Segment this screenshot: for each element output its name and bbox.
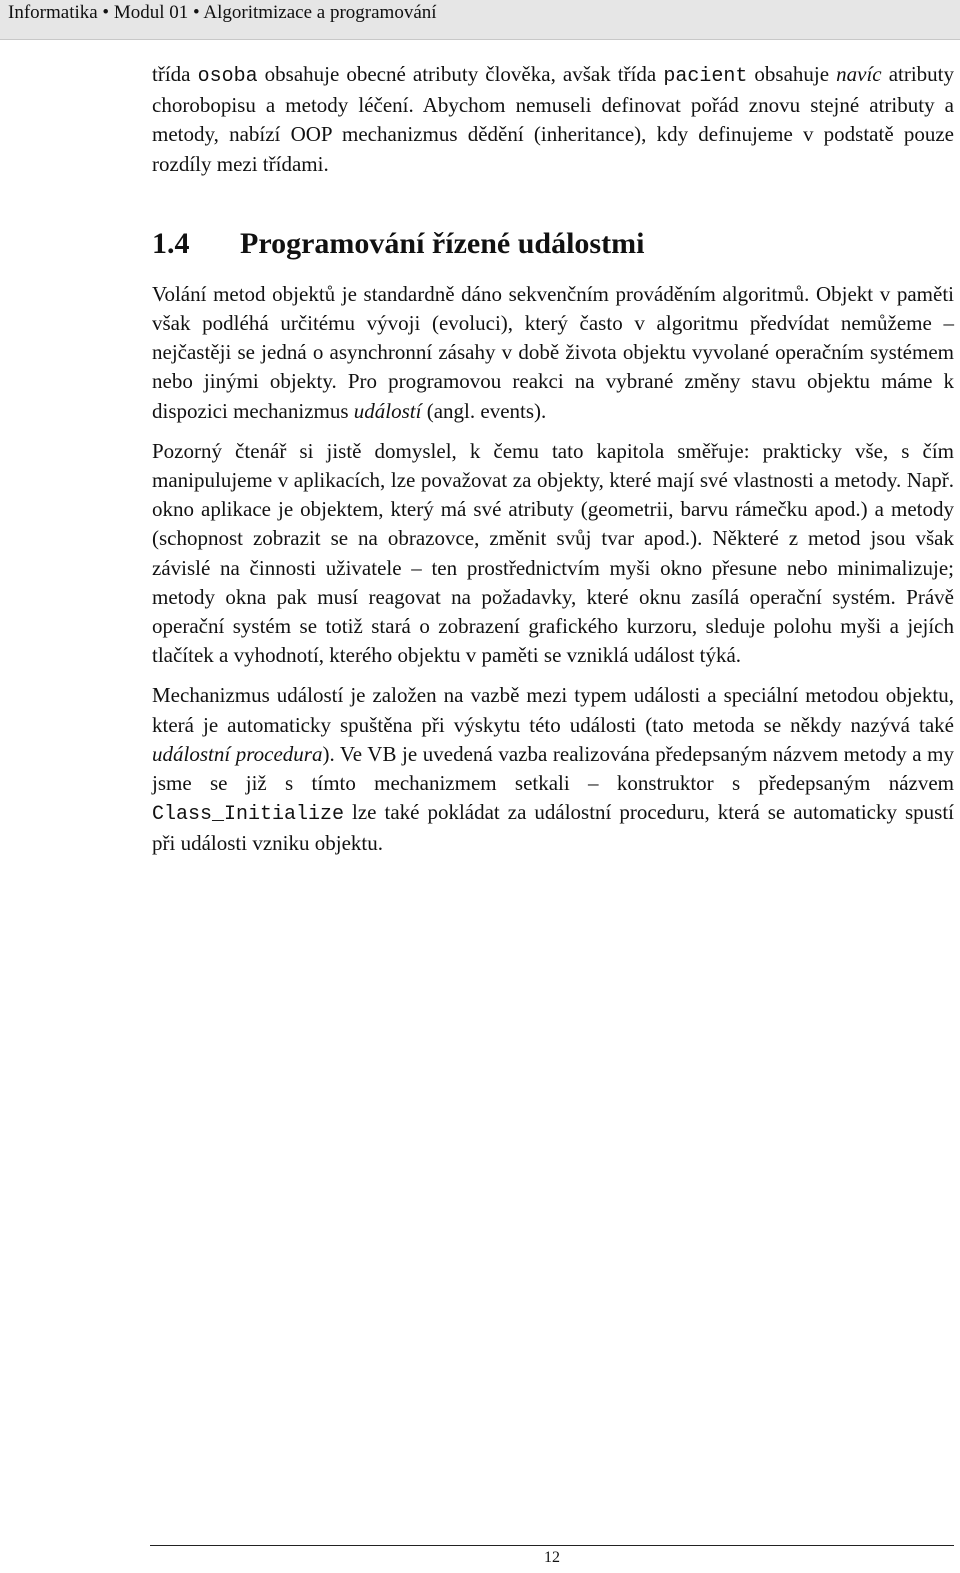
page-content xyxy=(152,60,954,870)
footer-divider xyxy=(150,1545,954,1546)
paragraph-events-intro xyxy=(152,280,954,426)
running-header xyxy=(0,0,960,40)
paragraph-inheritance xyxy=(152,60,954,179)
paragraph-objects-everywhere xyxy=(152,437,954,671)
text-run: Volání metod objektů je standardně dáno sekvenčním prováděním algoritmů. Objekt v paměti však podléhá určitému vývoji (evoluci), který často v algoritmu předvídat nemůžeme – nejčastěji se jedná o asynchronní zásahy v době života objektu vyvolané operačním systémem nebo jinými objekty. Pro programovou reakci na vybrané změny stavu objektu máme k dispozici mechanizmus xyxy=(152,281,954,423)
section-heading xyxy=(152,226,954,262)
code-pacient: pacient xyxy=(663,65,748,88)
emphasis-udalosti: událostí xyxy=(353,398,422,423)
text-run: třída xyxy=(152,62,198,86)
section-number: 1.4 xyxy=(152,226,190,260)
code-class-initialize: Class_Initialize xyxy=(152,803,345,827)
text-run: (angl. events). xyxy=(421,398,547,423)
section-title: Programování řízené událostmi xyxy=(240,226,645,260)
text-run: lze také pokládat za událostní proceduru, která se automaticky spustí při události vzniku objektu. xyxy=(152,800,954,856)
text-run: Pozorný čtenář si jistě domyslel, k čemu tato kapitola směřuje: prakticky vše, s čím manipulujeme v aplikacích, lze považovat za objekty, které mají své vlastnosti a metody. Např. okno aplikace je objektem, který má své atributy (geometrii, barvu rámečku apod.) a metody (schopnost zobrazit se na obrazovce, změnit svůj tvar apod.). Některé z metod jsou však závislé na činnosti uživatele – ten prostřednictvím myši okno přesune nebo minimalizuje; metody okna pak musí reagovat na požadavky, které oknu zasílá operační systém. Právě operační systém se totiž stará o zobrazení grafického kurzoru, sleduje polohu myši a jejích tlačítek a vyhodnotí, kterého objektu v paměti se vzniklá událost týká. xyxy=(152,438,954,668)
running-title: Informatika • Modul 01 • Algoritmizace a programování xyxy=(8,2,437,23)
text-run: obsahuje xyxy=(747,62,837,86)
text-run: Mechanizmus událostí je založen na vazbě mezi typem události a speciální metodou objektu, která je automaticky spuštěna při výskytu této události (tato metoda se někdy nazývá také xyxy=(152,683,954,737)
emphasis-udalostni-procedura: událostní procedura xyxy=(152,741,323,766)
text-run: atributy chorobopisu a metody léčení. Abychom nemuseli definovat pořád znovu stejné atributy a metody, nabízí OOP mechanizmus dědění (inheritance), kdy definujeme v podstatě pouze rozdíly mezi třídami. xyxy=(152,62,955,176)
page-number: 12 xyxy=(544,1549,560,1566)
text-run: obsahuje obecné atributy člověka, avšak třída xyxy=(257,62,664,86)
paragraph-event-mechanism xyxy=(152,681,954,858)
text-run: ). Ve VB je uvedená vazba realizována předepsaným názvem metody a my jsme se již s tímto mechanizmem setkali – konstruktor s předepsaným názvem xyxy=(152,741,954,796)
code-osoba: osoba xyxy=(197,65,258,88)
emphasis-navic: navíc xyxy=(836,62,882,86)
